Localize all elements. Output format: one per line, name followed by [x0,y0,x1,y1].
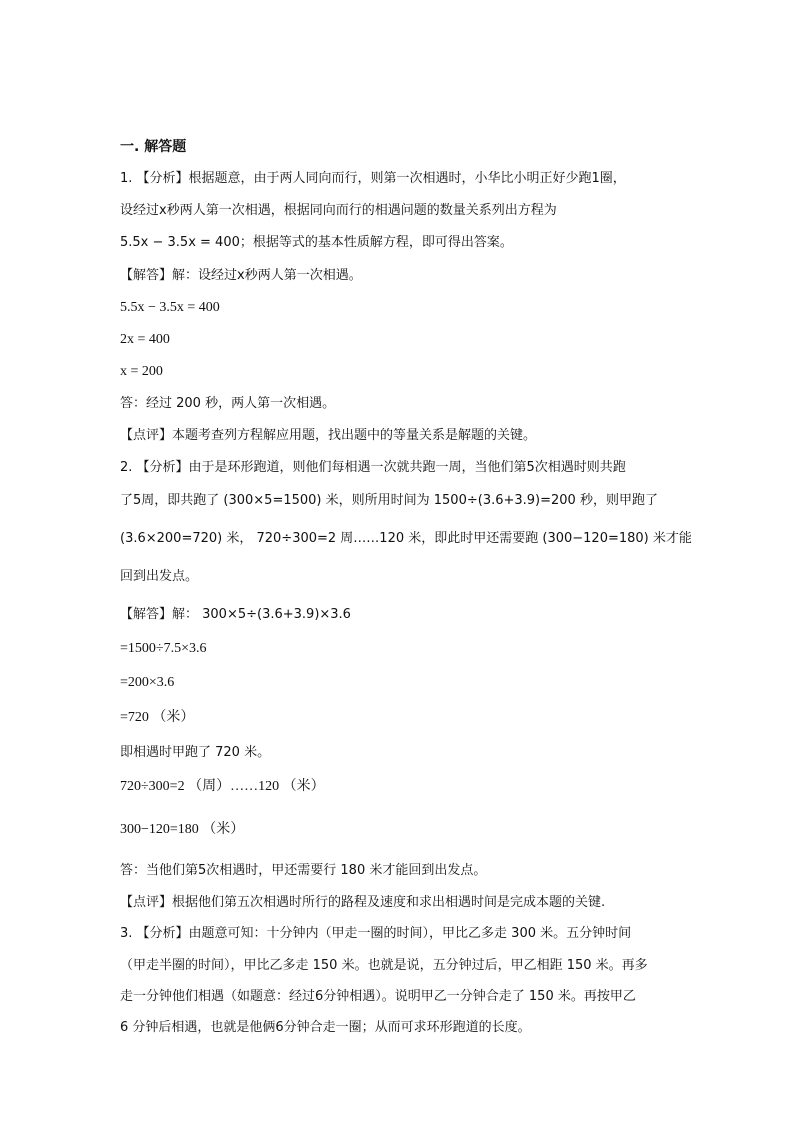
q2-analysis-line-3: (3.6×200=720) 米， 720÷300=2 周……120 米，即此时甲还需要跑 (300−120=180) 米才能 [120,531,692,546]
q1-equation-2: 2x = 400 [120,332,170,347]
q3-analysis-line-3: 走一分钟他们相遇（如题意：经过6分钟相遇）。说明甲乙一分钟合走了 150 米。再按甲乙 [120,989,636,1004]
q1-equation-3: x = 200 [120,364,163,379]
q1-solution-intro: 【解答】解：设经过x秒两人第一次相遇。 [120,268,362,283]
q2-analysis-line-4: 回到出发点。 [120,569,199,584]
q3-analysis-line-2: （甲走半圈的时间），甲比乙多走 150 米。也就是说，五分钟过后，甲乙相距 150 米。再多 [120,958,648,973]
section-title: 一. 解答题 [120,139,187,155]
q1-equation-1: 5.5x − 3.5x = 400 [120,300,220,315]
q1-answer: 答：经过 200 秒，两人第一次相遇。 [120,396,336,411]
q2-answer: 答：当他们第5次相遇时，甲还需要行 180 米才能回到出发点。 [120,863,487,878]
q1-analysis-line-2: 设经过x秒两人第一次相遇，根据同向而行的相遇问题的数量关系列出方程为 [120,203,557,218]
q1-analysis-line-3: 5.5x − 3.5x = 400；根据等式的基本性质解方程，即可得出答案。 [120,235,513,250]
q2-step-3: =720 （米） [120,710,195,725]
q2-step-5: 300−120=180 （米） [120,822,245,837]
q3-analysis-line-1: 3. 【分析】由题意可知：十分钟内（甲走一圈的时间），甲比乙多走 300 米。五分钟时间 [120,926,632,941]
q2-step-1: =1500÷7.5×3.6 [120,641,207,656]
q2-solution-intro: 【解答】解： 300×5÷(3.6+3.9)×3.6 [120,607,351,622]
q1-comment: 【点评】本题考查列方程解应用题，找出题中的等量关系是解题的关键。 [120,428,537,443]
q2-analysis-line-1: 2. 【分析】由于是环形跑道，则他们每相遇一次就共跑一周，当他们第5次相遇时则共跑 [120,460,626,475]
q1-analysis-line-1: 1. 【分析】根据题意，由于两人同向而行，则第一次相遇时，小华比小明正好少跑1圈， [120,171,626,186]
q3-analysis-line-4: 6 分钟后相遇，也就是他俩6分钟合走一圈；从而可求环形跑道的长度。 [120,1020,531,1035]
q2-note: 即相遇时甲跑了 720 米。 [120,745,271,760]
q2-comment: 【点评】根据他们第五次相遇时所行的路程及速度和求出相遇时间是完成本题的关键. [120,895,606,910]
q2-analysis-line-2: 了5周，即共跑了 (300×5=1500) 米，则所用时间为 1500÷(3.6+3.9)=200 秒，则甲跑了 [120,493,658,508]
q2-step-4: 720÷300=2 （周）……120 （米） [120,779,325,794]
q2-step-2: =200×3.6 [120,675,175,690]
